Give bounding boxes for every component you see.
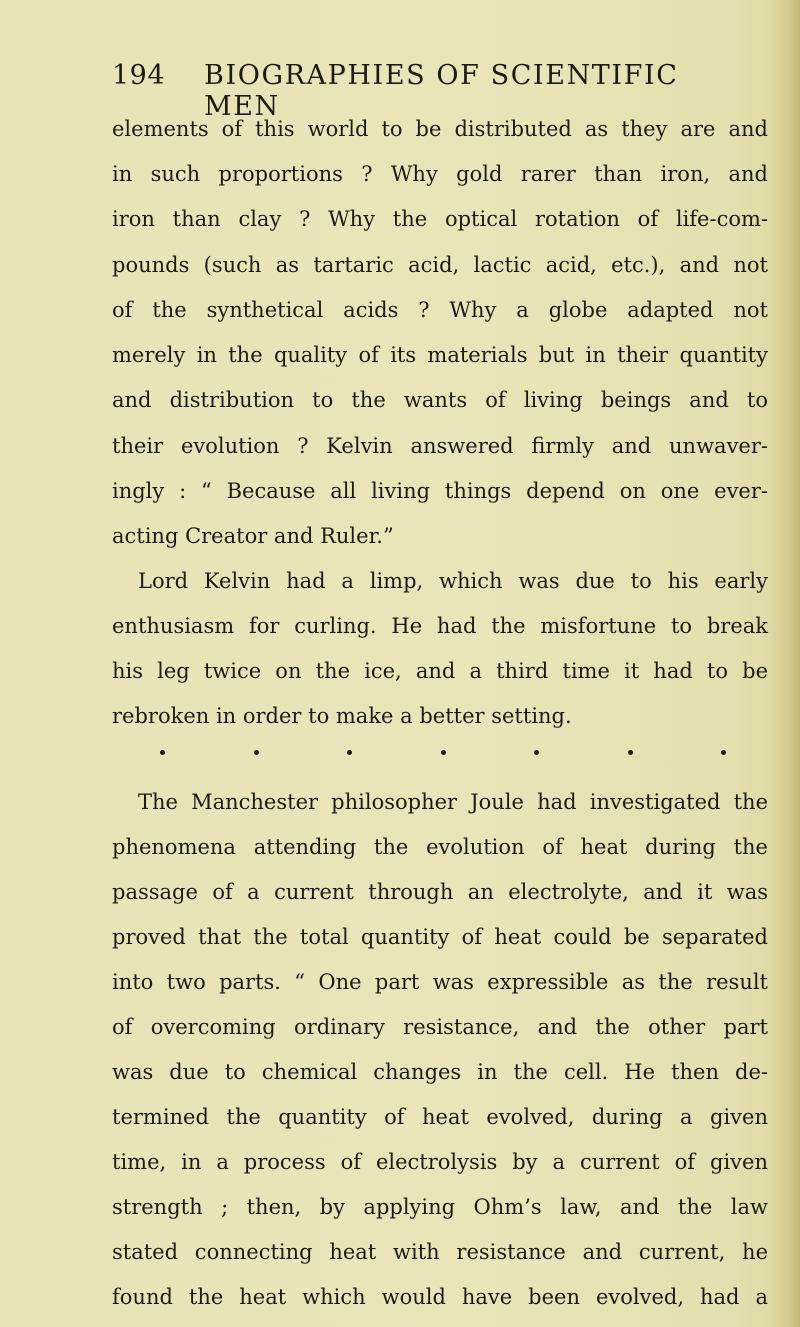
text-line: into two parts. “ One part was expressible as the result [112, 970, 768, 994]
text-line: rebroken in order to make a better setting. [112, 704, 572, 728]
text-line: time, in a process of electrolysis by a current of given [112, 1150, 768, 1174]
text-line: ingly : “ Because all living things depend on one ever- [112, 479, 768, 503]
text-line: strength ; then, by applying Ohm’s law, and the law [112, 1195, 768, 1219]
page-edge-shadow [770, 0, 800, 1327]
page-number: 194 [112, 60, 166, 91]
text-line: iron than clay ? Why the optical rotation of life-com- [112, 207, 768, 231]
page-header [112, 60, 712, 122]
text-line: passage of a current through an electrolyte, and it was [112, 880, 768, 904]
text-line: was due to chemical changes in the cell. He then de- [112, 1060, 768, 1084]
text-line: termined the quantity of heat evolved, during a given [112, 1105, 768, 1129]
text-line: of the synthetical acids ? Why a globe adapted not [112, 298, 768, 322]
text-line: found the heat which would have been evolved, had a [112, 1285, 768, 1309]
separator-dot [628, 750, 633, 755]
separator-dot [347, 750, 352, 755]
separator-dot [534, 750, 539, 755]
text-line: and distribution to the wants of living beings and to [112, 388, 768, 412]
text-line: merely in the quality of its materials but in their quantity [112, 343, 768, 367]
section-separator-dots [160, 744, 726, 760]
separator-dot [254, 750, 259, 755]
text-line: The Manchester philosopher Joule had investigated the [138, 790, 768, 814]
running-head: BIOGRAPHIES OF SCIENTIFIC MEN [204, 60, 679, 122]
text-line: in such proportions ? Why gold rarer than iron, and [112, 162, 768, 186]
text-line: enthusiasm for curling. He had the misfortune to break [112, 614, 768, 638]
separator-dot [721, 750, 726, 755]
text-line: stated connecting heat with resistance and current, he [112, 1240, 768, 1264]
text-line: proved that the total quantity of heat could be separated [112, 925, 768, 949]
text-line: elements of this world to be distributed as they are and [112, 117, 768, 141]
text-line: pounds (such as tartaric acid, lactic acid, etc.), and not [112, 253, 768, 277]
separator-dot [441, 750, 446, 755]
text-line: Lord Kelvin had a limp, which was due to his early [138, 569, 768, 593]
text-line: of overcoming ordinary resistance, and the other part [112, 1015, 768, 1039]
text-line: acting Creator and Ruler.” [112, 524, 394, 548]
text-line: their evolution ? Kelvin answered firmly and unwaver- [112, 434, 768, 458]
text-line: phenomena attending the evolution of heat during the [112, 835, 768, 859]
separator-dot [160, 750, 165, 755]
text-line: his leg twice on the ice, and a third time it had to be [112, 659, 768, 683]
